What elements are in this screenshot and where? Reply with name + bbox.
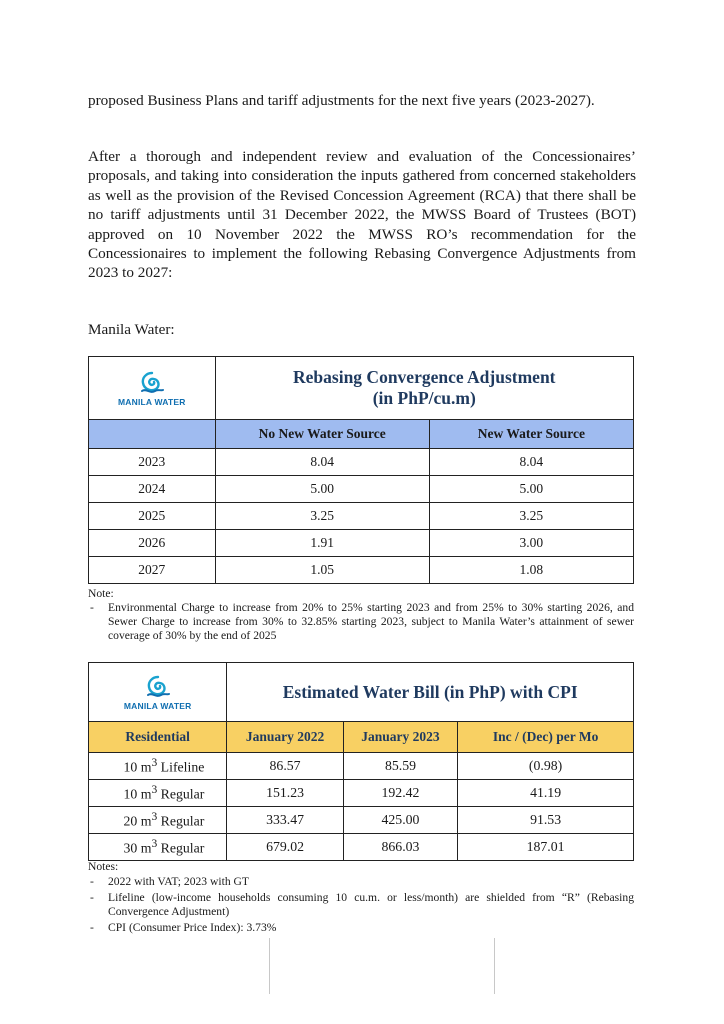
table2-header-jan2022: January 2022 <box>227 722 343 753</box>
value-cell: 5.00 <box>215 476 429 503</box>
table-row <box>89 753 634 780</box>
unit-superscript: 3 <box>151 783 158 796</box>
value-cell: 187.01 <box>458 834 634 861</box>
paragraph-review: After a thorough and independent review and evaluation of the Concessionaires’ proposals, and taking into consideration the inputs gathered from concerned stakeholders as well as the provision of the Revised Concession Agreement (RCA) that there shall be no tariff adjustments until 31 December 2022, the MWSS Board of Trustees (BOT) approved on 10 November 2022 the MWSS RO’s recommendation for the Concessionaires to implement the following Rebasing Convergence Adjustments from 2023 to 2027: <box>88 148 636 282</box>
year-cell: 2024 <box>89 476 216 503</box>
logo-text: MANILA WATER <box>123 700 192 711</box>
type-text: Regular <box>157 840 205 856</box>
table-row <box>89 530 634 557</box>
manila-water-logo <box>89 370 215 407</box>
value-cell: 41.19 <box>458 780 634 807</box>
unit-superscript: 3 <box>151 837 158 850</box>
water-wave-logo-icon <box>145 674 171 700</box>
value-cell: 8.04 <box>429 449 633 476</box>
water-wave-logo-icon <box>139 370 165 396</box>
notes-heading: Notes: <box>88 860 119 873</box>
table-row <box>89 449 634 476</box>
note-text: 2022 with VAT; 2023 with GT <box>108 875 249 888</box>
table1-title-line2: (in PhP/cu.m) <box>372 388 476 408</box>
divider-line <box>269 938 270 994</box>
type-text: Regular <box>157 786 205 802</box>
table2-title: Estimated Water Bill (in PhP) with CPI <box>227 663 634 722</box>
value-cell: 866.03 <box>343 834 457 861</box>
type-text: Lifeline <box>157 759 205 775</box>
size-text: 10 m <box>123 759 152 775</box>
residential-cell <box>89 834 227 861</box>
section-label-manila-water: Manila Water: <box>88 321 175 338</box>
table-row <box>89 780 634 807</box>
unit-superscript: 3 <box>151 756 158 769</box>
rebasing-adjustment-table <box>88 356 634 584</box>
value-cell: 85.59 <box>343 753 457 780</box>
size-text: 20 m <box>123 813 152 829</box>
size-text: 10 m <box>123 786 152 802</box>
value-cell: 3.00 <box>429 530 633 557</box>
note-item <box>90 601 634 643</box>
table2-header-change: Inc / (Dec) per Mo <box>458 722 634 753</box>
residential-cell <box>89 780 227 807</box>
residential-cell <box>89 807 227 834</box>
residential-cell <box>89 753 227 780</box>
unit-superscript: 3 <box>151 810 158 823</box>
table-row <box>89 807 634 834</box>
value-cell: 333.47 <box>227 807 343 834</box>
value-cell: 1.05 <box>215 557 429 584</box>
value-cell: 151.23 <box>227 780 343 807</box>
year-cell: 2026 <box>89 530 216 557</box>
value-cell: 425.00 <box>343 807 457 834</box>
list-dash: - <box>90 921 94 934</box>
value-cell: (0.98) <box>458 753 634 780</box>
manila-water-logo <box>89 674 226 711</box>
note-item <box>90 891 634 919</box>
table1-header-no-new-source: No New Water Source <box>215 420 429 449</box>
logo-text: MANILA WATER <box>117 396 186 407</box>
table1-header-empty <box>89 420 216 449</box>
value-cell: 1.08 <box>429 557 633 584</box>
year-cell: 2023 <box>89 449 216 476</box>
value-cell: 679.02 <box>227 834 343 861</box>
table-row <box>89 476 634 503</box>
value-cell: 91.53 <box>458 807 634 834</box>
value-cell: 192.42 <box>343 780 457 807</box>
logo-cell <box>89 663 227 722</box>
table1-header-new-source: New Water Source <box>429 420 633 449</box>
table-row <box>89 503 634 530</box>
table-row <box>89 557 634 584</box>
table2-header-jan2023: January 2023 <box>343 722 457 753</box>
note-text: CPI (Consumer Price Index): 3.73% <box>108 921 277 934</box>
size-text: 30 m <box>123 840 152 856</box>
divider-line <box>494 938 495 994</box>
note-heading: Note: <box>88 587 114 600</box>
value-cell: 86.57 <box>227 753 343 780</box>
type-text: Regular <box>157 813 205 829</box>
table2-header-residential: Residential <box>89 722 227 753</box>
list-dash: - <box>90 875 94 888</box>
table1-title-line1: Rebasing Convergence Adjustment <box>293 367 556 387</box>
logo-cell <box>89 357 216 420</box>
value-cell: 8.04 <box>215 449 429 476</box>
note-text: Environmental Charge to increase from 20% to 25% starting 2023 and from 25% to 30% starting 2026, and Sewer Charge to increase from 30% to 32.85% starting 2023, subject to Manila Water’s attainment of sewer coverage of 30% by the end of 2025 <box>108 601 634 642</box>
list-dash: - <box>90 891 94 904</box>
list-dash: - <box>90 601 94 614</box>
paragraph-intro: proposed Business Plans and tariff adjustments for the next five years (2023-2027). <box>88 92 595 109</box>
value-cell: 3.25 <box>215 503 429 530</box>
note-item <box>90 875 634 889</box>
value-cell: 5.00 <box>429 476 633 503</box>
table-row <box>89 834 634 861</box>
year-cell: 2027 <box>89 557 216 584</box>
note-item <box>90 921 634 935</box>
year-cell: 2025 <box>89 503 216 530</box>
note-text: Lifeline (low-income households consuming 10 cu.m. or less/month) are shielded from “R” (Rebasing Convergence Adjustment) <box>108 891 634 918</box>
water-bill-table <box>88 662 634 861</box>
table1-title <box>215 357 633 420</box>
value-cell: 3.25 <box>429 503 633 530</box>
value-cell: 1.91 <box>215 530 429 557</box>
